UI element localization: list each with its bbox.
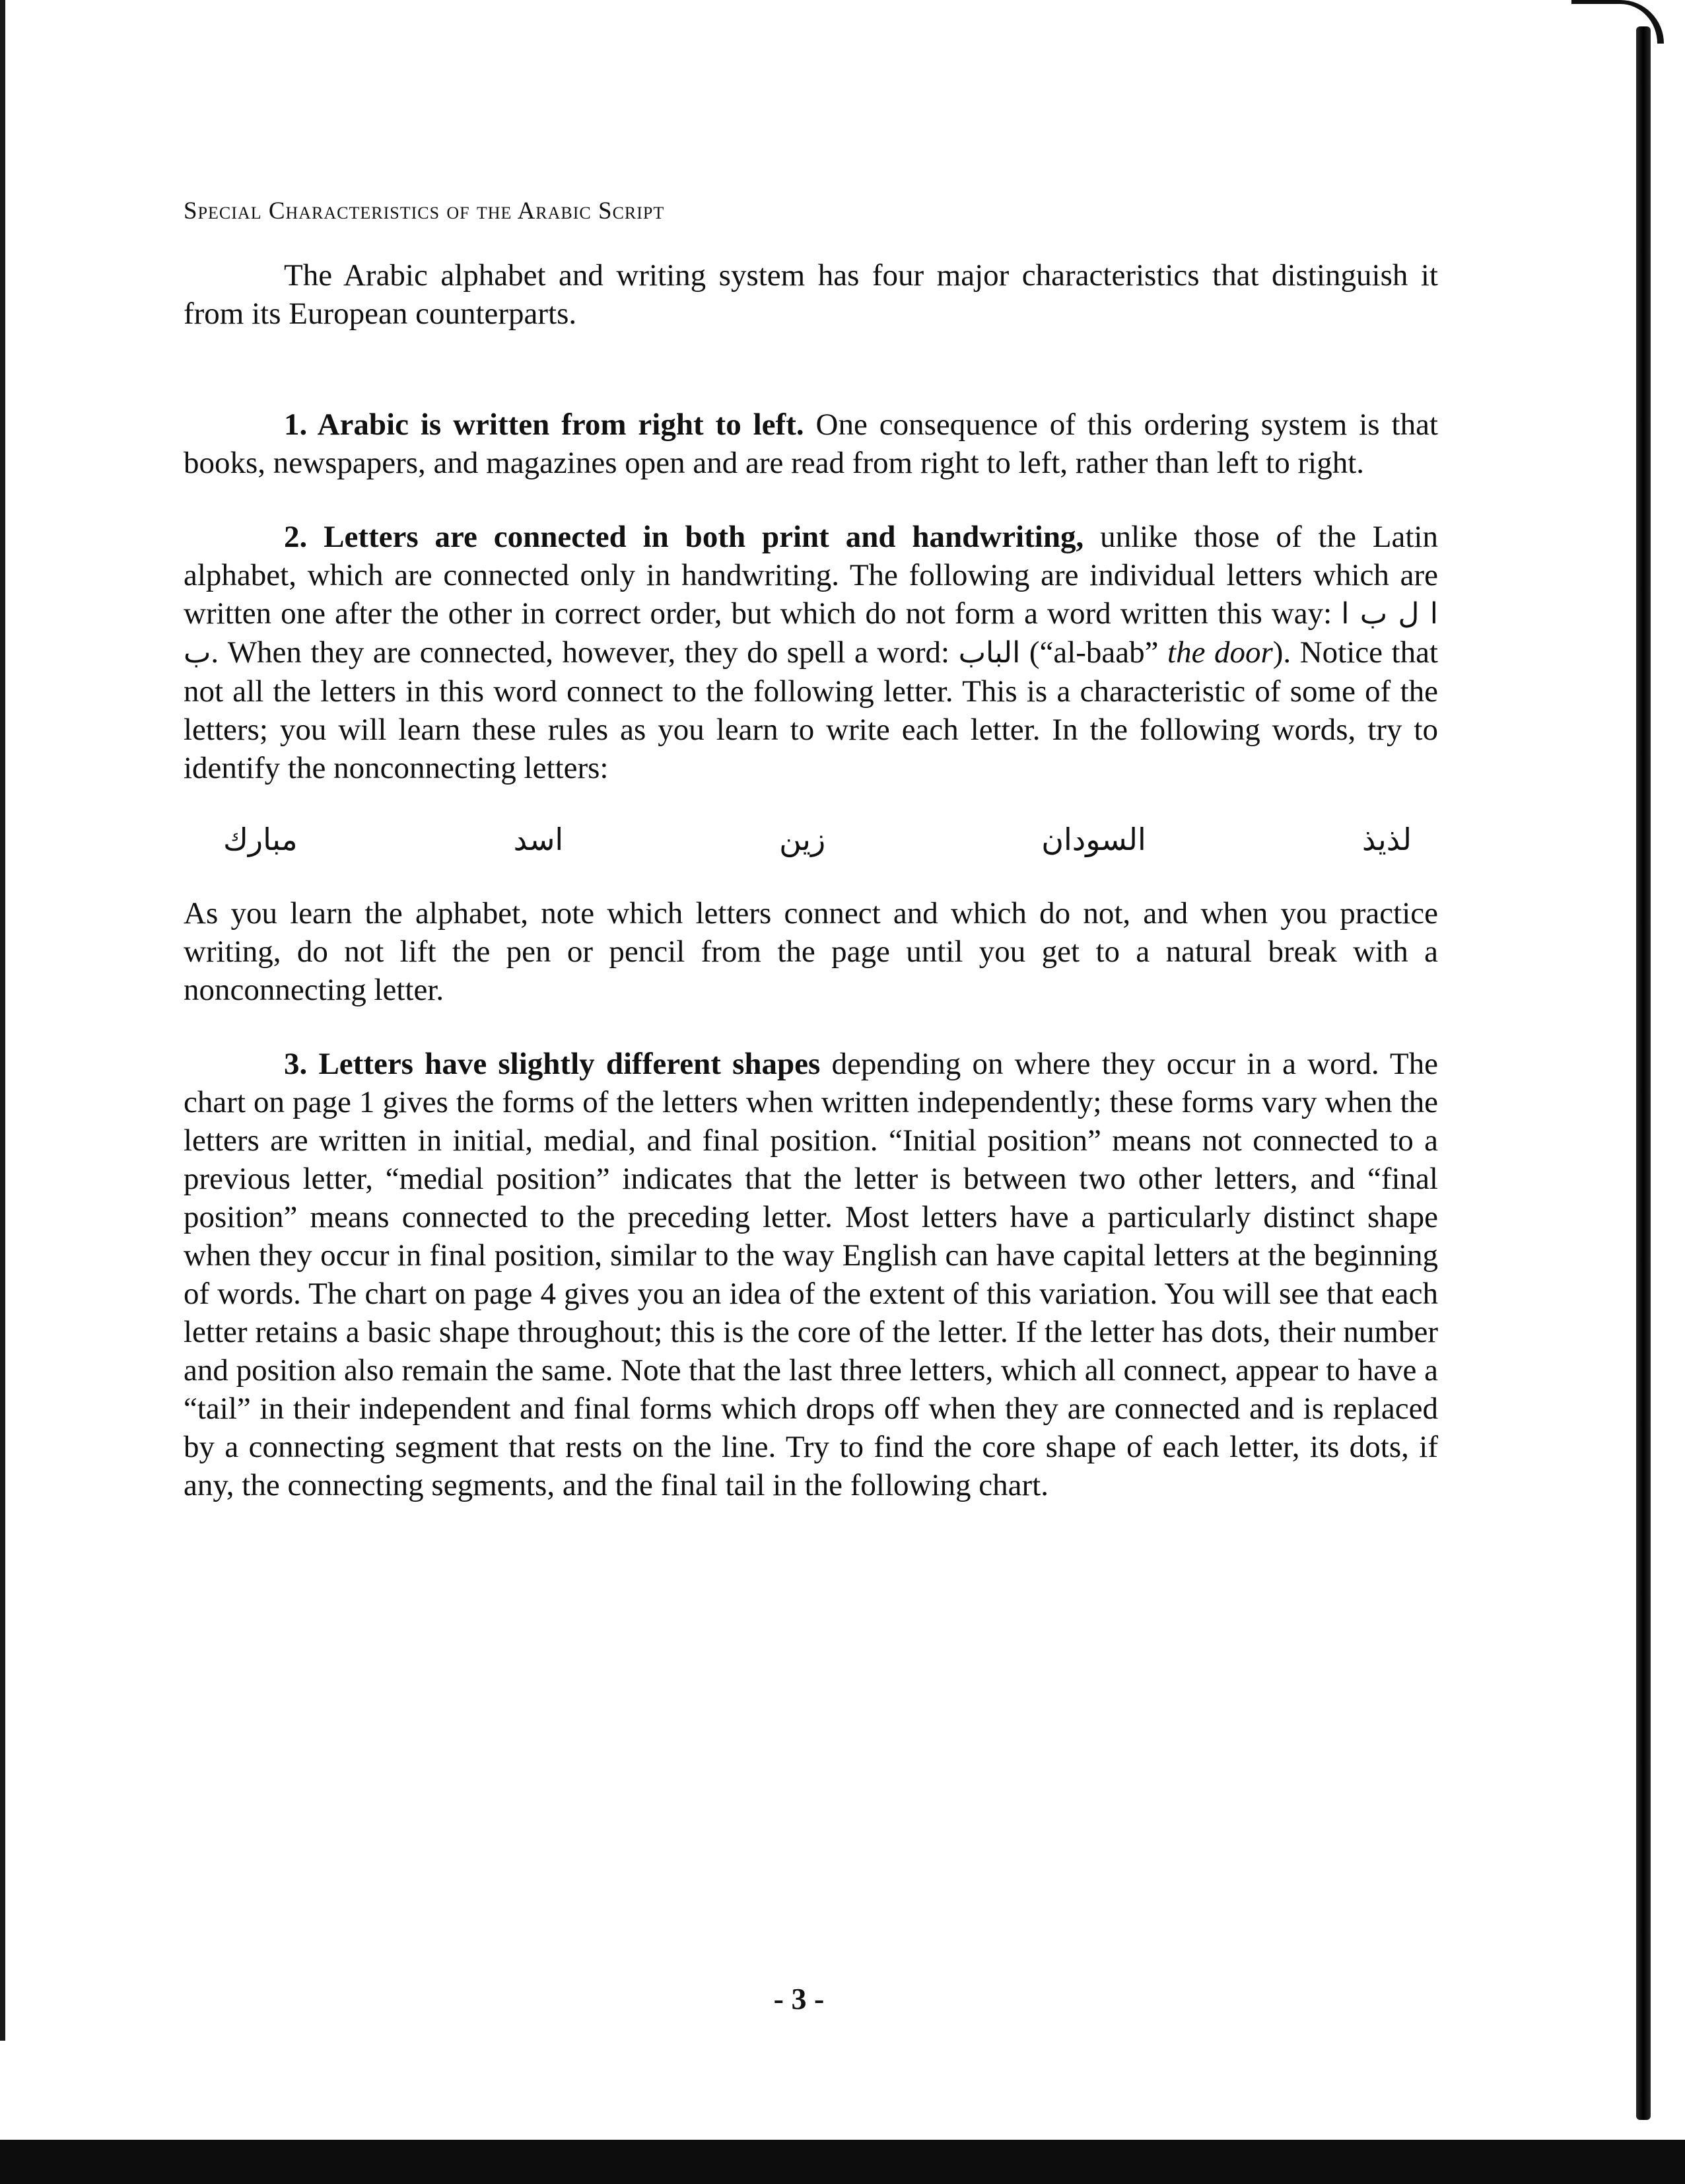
point-3-paragraph: [184, 1045, 1438, 1504]
point-1-title: 1. Arabic is written from right to left.: [284, 407, 804, 442]
scan-bottom-edge: [0, 2140, 1685, 2184]
point-2-text-1: unlike those of the Latin alphabet, which are connected only in handwriting. The following are individual letters which are written one after the other in correct order, but which do not form a word written this way:: [184, 520, 1438, 631]
point-1-text: One consequence of this ordering system is that books, newspapers, and magazines open and are read from right to left, rather than left to right.: [184, 407, 1438, 480]
point-2-text-4: ). Notice that not all the letters in this word connect to the following letter. This is a characteristic of some of the letters; you will learn these rules as you learn to write each letter. In the following words, try to identify the nonconnecting letters:: [184, 635, 1438, 785]
point-2-paragraph: [184, 518, 1438, 787]
page-number: - 3 -: [773, 1982, 825, 2016]
point-2-title: 2. Letters are connected in both print and handwriting,: [284, 520, 1084, 554]
point-2-italic: the door: [1167, 635, 1273, 670]
example-word: اسد: [513, 822, 564, 857]
connected-word: الباب: [958, 636, 1021, 670]
point-2-text-3: (“al-baab”: [1020, 635, 1168, 670]
scan-left-edge: [0, 0, 5, 2041]
point-3-title: 3. Letters have slightly different shapes: [284, 1047, 821, 1081]
point-3-text: depending on where they occur in a word. The chart on page 1 gives the forms of the letters when written independently; these forms vary when the letters are written in initial, medial, and final position. “Initial position” means not connected to a previous letter, “medial position” indicates that the letter is between two other letters, and “final position” means connected to the preceding letter. Most letters have a particularly distinct shape when they occur in final position, similar to the way English can have capital letters at the beginning of words. The chart on page 4 gives you an idea of the extent of this variation. You will see that each letter retains a basic shape throughout; this is the core of the letter. If the letter has dots, their number and position also remain the same. Note that the last three letters, which all connect, appear to have a “tail” in their independent and final forms which drops off when they are connected and is replaced by a connecting segment that rests on the line. Try to find the core shape of each letter, its dots, if any, the connecting segments, and the final tail in the following chart.: [184, 1047, 1438, 1502]
page-content: [184, 192, 1438, 1504]
example-words-row: [184, 822, 1438, 857]
section-heading: Special Characteristics of the Arabic Script: [184, 197, 665, 225]
point-1-paragraph: [184, 405, 1438, 482]
intro-paragraph: The Arabic alphabet and writing system has four major characteristics that distinguish it from its European counterparts.: [184, 258, 1438, 331]
after-words-paragraph: As you learn the alphabet, note which letters connect and which do not, and when you practice writing, do not lift the pen or pencil from the page until you get to a natural break with a nonconnecting letter.: [184, 896, 1438, 1007]
example-word: زين: [779, 822, 826, 857]
separate-letters: ا ل ب ا ب: [184, 597, 1438, 670]
example-word: لذيذ: [1361, 822, 1412, 857]
scan-binding-shadow: [1636, 26, 1651, 2120]
example-word: السودان: [1041, 822, 1146, 857]
example-word: مبارك: [223, 822, 298, 857]
point-2-text-2: . When they are connected, however, they do spell a word:: [211, 635, 959, 670]
